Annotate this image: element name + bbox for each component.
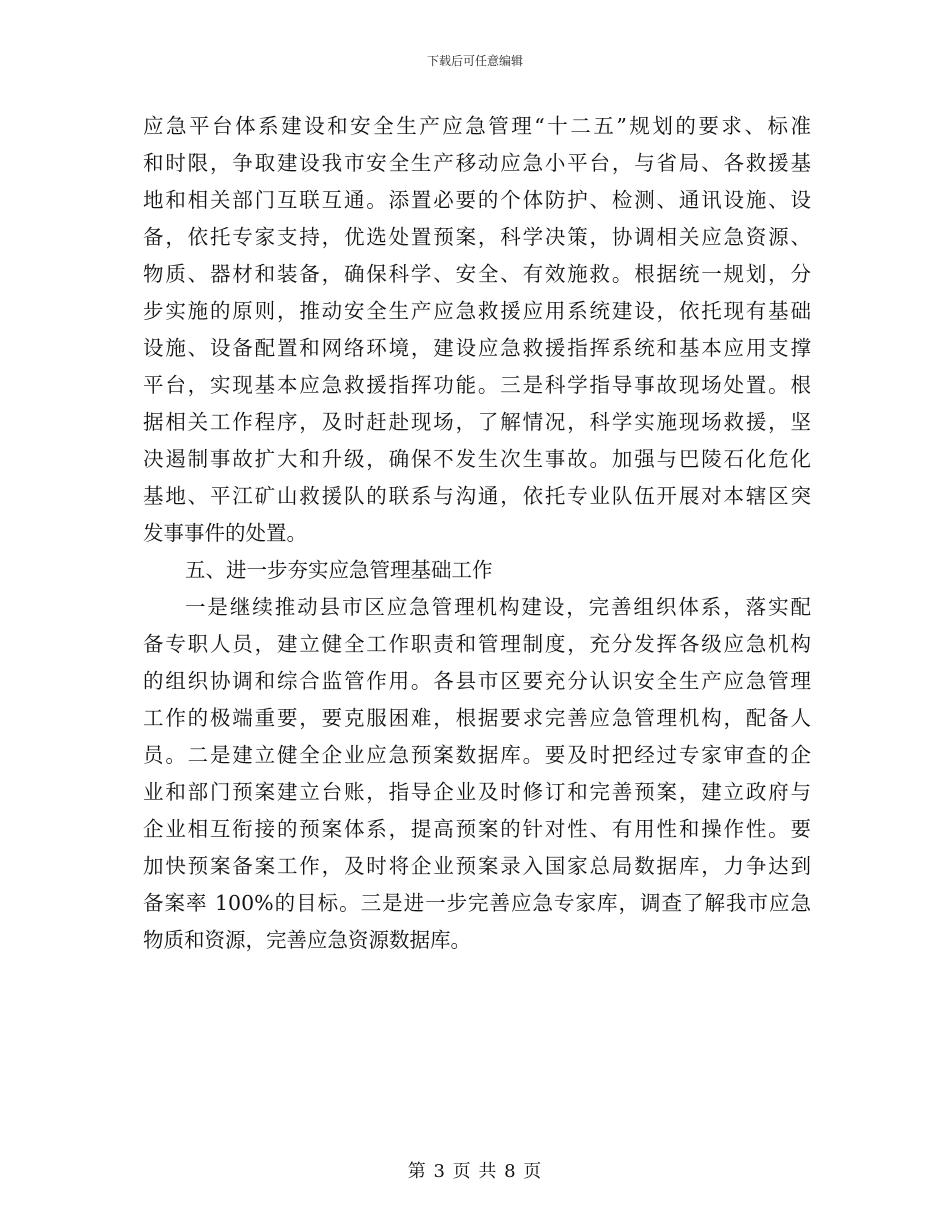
text-line: 工作的极端重要，要克服困难，根据要求完善应急管理机构，配备人	[143, 706, 811, 730]
text-line: 业和部门预案建立台账，指导企业及时修订和完善预案，建立政府与	[143, 780, 811, 804]
text-line: 和时限，争取建设我市安全生产移动应急小平台，与省局、各救援基	[143, 151, 811, 175]
text-line: 物质和资源，完善应急资源数据库。	[143, 928, 471, 952]
text-line: 员。二是建立健全企业应急预案数据库。要及时把经过专家审查的企	[143, 743, 811, 767]
text-line: 一是继续推动县市区应急管理机构建设，完善组织体系，落实配	[185, 595, 811, 619]
text-line: 基地、平江矿山救援队的联系与沟通，依托专业队伍开展对本辖区突	[143, 484, 811, 508]
text-line: 据相关工作程序，及时赶赴现场，了解情况，科学实施现场救援，坚	[143, 410, 811, 434]
text-line: 企业相互衔接的预案体系，提高预案的针对性、有用性和操作性。要	[143, 817, 811, 841]
text-line: 平台，实现基本应急救援指挥功能。三是科学指导事故现场处置。根	[143, 373, 811, 397]
text-line: 应急平台体系建设和安全生产应急管理“十二五”规划的要求、标准	[143, 114, 811, 138]
text-line: 设施、设备配置和网络环境，建设应急救援指挥系统和基本应用支撑	[143, 336, 811, 360]
document-body	[143, 108, 811, 959]
text-line: 地和相关部门互联互通。添置必要的个体防护、检测、通讯设施、设	[143, 188, 811, 212]
text-line: 物质、器材和装备，确保科学、安全、有效施救。根据统一规划，分	[143, 262, 811, 286]
text-line: 加快预案备案工作，及时将企业预案录入国家总局数据库，力争达到	[143, 854, 811, 878]
text-line: 备，依托专家支持，优选处置预案，科学决策，协调相关应急资源、	[143, 225, 811, 249]
text-line: 发事事件的处置。	[143, 521, 307, 545]
page-number: 第 3 页 共 8 页	[407, 1161, 543, 1182]
text-line: 决遏制事故扩大和升级，确保不发生次生事故。加强与巴陵石化危化	[143, 447, 811, 471]
text-line: 的组织协调和综合监管作用。各县市区要充分认识安全生产应急管理	[143, 669, 811, 693]
page-header-note: 下载后可任意编辑	[426, 54, 523, 68]
section-heading: 五、进一步夯实应急管理基础工作	[185, 558, 493, 582]
text-line: 备专职人员，建立健全工作职责和管理制度，充分发挥各级应急机构	[143, 632, 811, 656]
text-line: 步实施的原则，推动安全生产应急救援应用系统建设，依托现有基础	[143, 299, 811, 323]
text-line: 备案率 100%的目标。三是进一步完善应急专家库，调查了解我市应急	[143, 891, 811, 915]
